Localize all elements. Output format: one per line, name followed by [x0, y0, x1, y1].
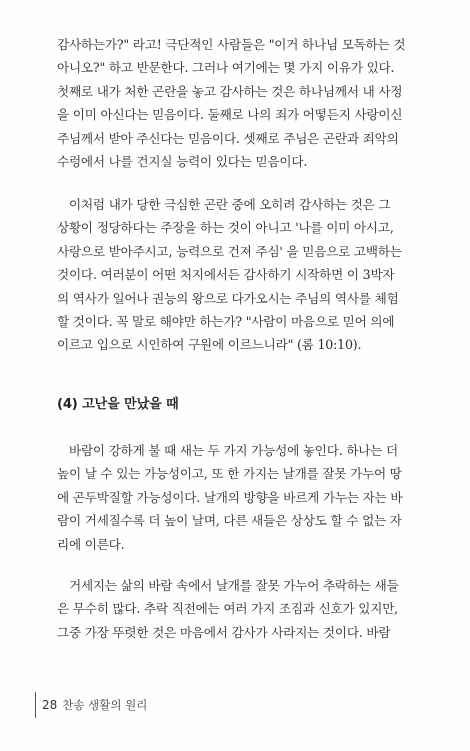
running-title: 찬송 생활의 원리 [62, 698, 148, 712]
page-number: 28 [42, 698, 58, 712]
body-paragraph-2 [57, 193, 449, 357]
body-paragraph-3 [57, 439, 449, 556]
footer-divider [35, 692, 36, 718]
page-footer [35, 691, 147, 719]
paragraph-text: 거세지는 삶의 바람 속에서 날개를 잘못 가누어 추락하는 새들 은 무수히 많다. 추락 직전에는 여러 가지 조짐과 신호가 있지만, 그중 가장 뚜렷한 것은 마음에서 감사가 사라지는 것이다. 바람 [57, 578, 399, 640]
section-heading: (4) 고난을 만났을 때 [57, 397, 179, 412]
paragraph-text: 감사하는가?" 라고! 극단적인 사람들은 "이거 하나님 모독하는 것 아니오?" 하고 반문한다. 그러나 여기에는 몇 가지 이유가 있다. 첫째로 내가 처한 곤란을 놓고 감사하는 것은 하나님께서 내 사정 을 이미 아신다는 믿음이다. 둘째로 나의 죄가 어떻든지 사랑이신 주님께서 받아 주신다는 믿음이다. 셋째로 주님은 곤란과 죄악의 수렁에서 나를 건지실 능력이 있다는 믿음이다. [57, 37, 406, 170]
body-paragraph-4 [57, 574, 449, 644]
paragraph-text: 이처럼 내가 당한 극심한 곤란 중에 오히려 감사하는 것은 그 상황이 정당하다는 주장을 하는 것이 아니고 '나를 이미 아시고, 사랑으로 받아주시고, 능력으로 건져 주심' 을 믿음으로 고백하는 것이다. 여러분이 어떤 처지에서든 감사하기 시작하면 이 3박자 의 역사가 일어나 권능의 왕으로 다가오시는 주님의 역사를 체험 할 것이다. 꼭 말로 해야만 하는가? "사람이 마음으로 믿어 의에 이르고 입으로 시인하여 구원에 이르느니라" (롬 10:10). [57, 197, 402, 353]
body-paragraph-1 [57, 33, 449, 173]
paragraph-text: 바람이 강하게 불 때 새는 두 가지 가능성에 놓인다. 하나는 더 높이 날 수 있는 가능성이고, 또 한 가지는 날개를 잘못 가누어 땅 에 곤두박질할 가능성이다. 날개의 방향을 바르게 가누는 자는 바 람이 거세질수록 더 높이 날며, 다른 새들은 상상도 할 수 없는 자 리에 이른다. [57, 443, 403, 552]
